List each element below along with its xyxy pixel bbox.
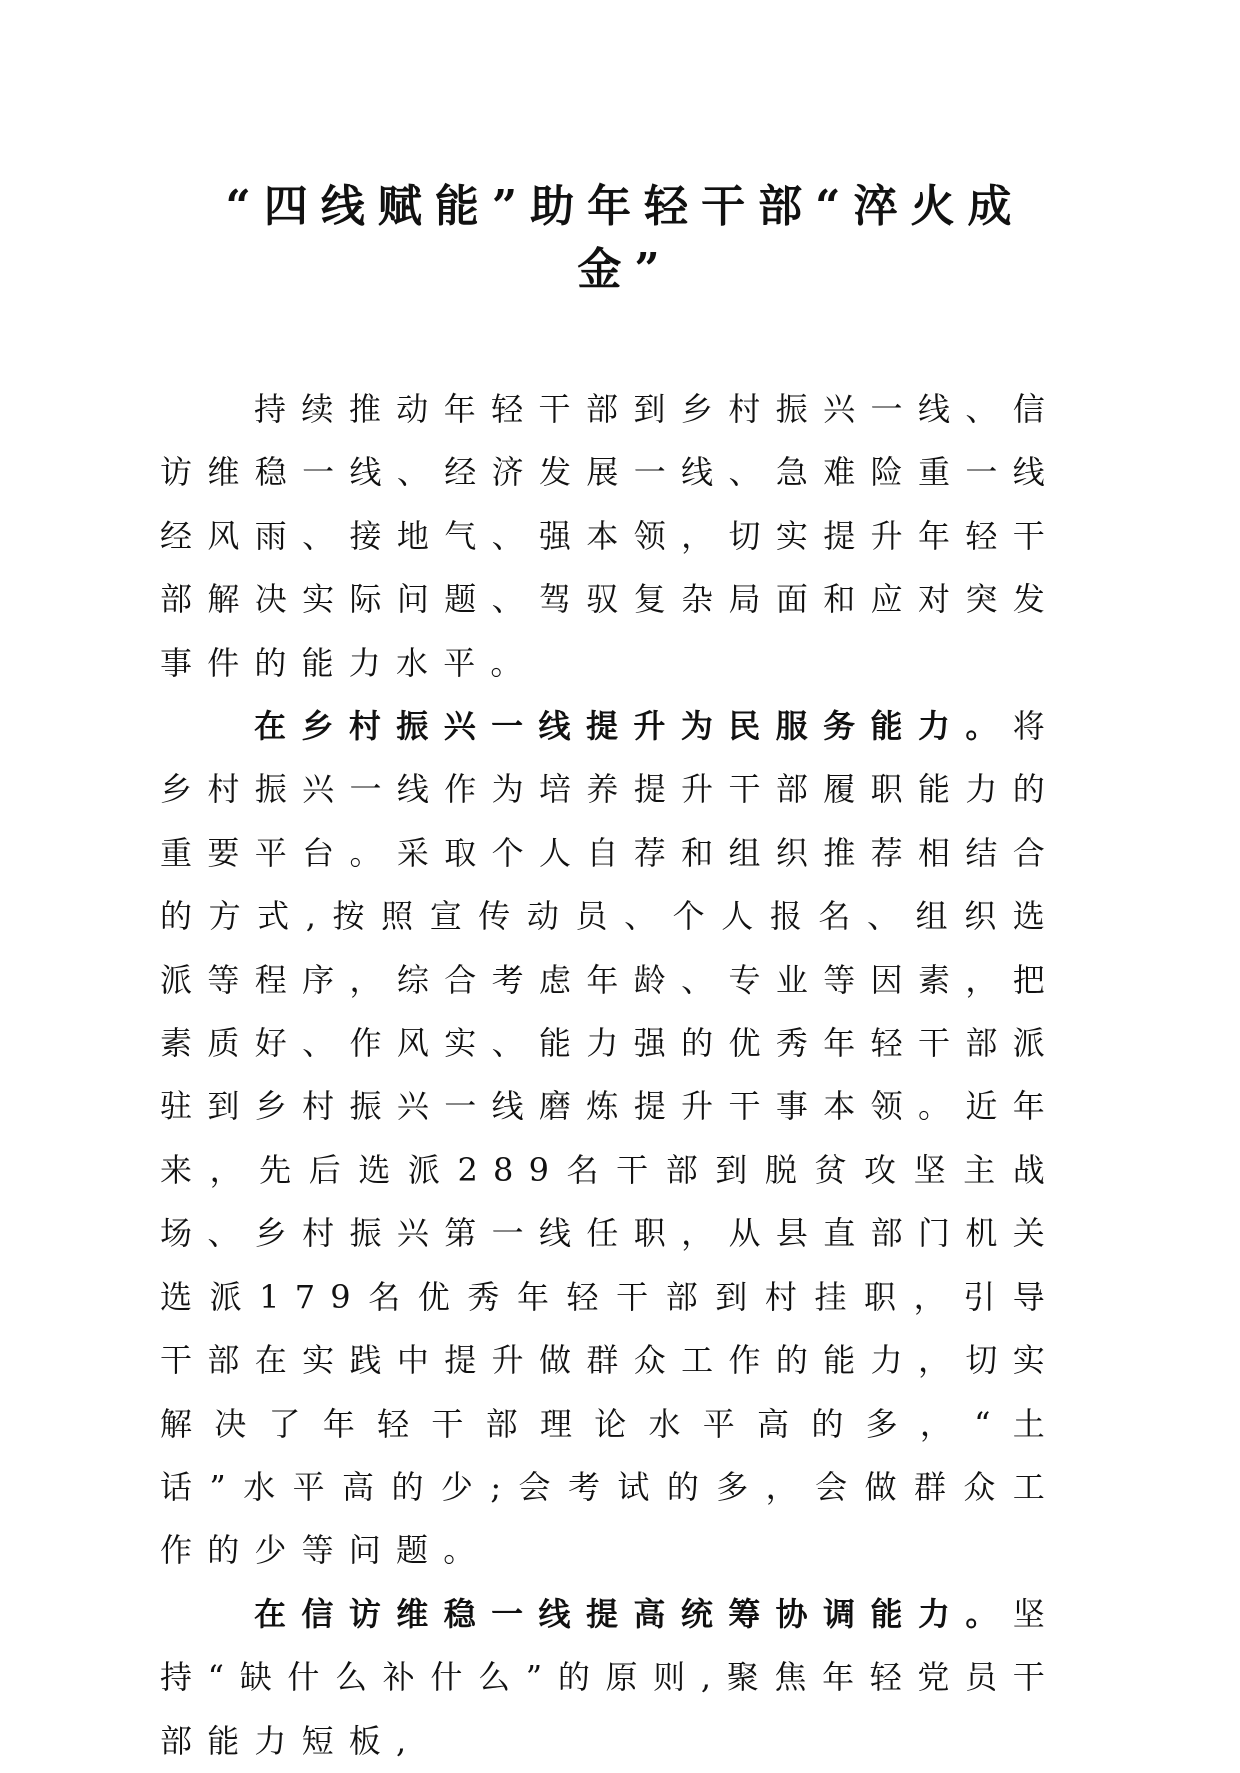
paragraph-text: 持续推动年轻干部到乡村振兴一线、信访维稳一线、经济发展一线、急难险重一线经风雨、接地气、强本领，切实提升年轻干部解决实际问题、驾驭复杂局面和应对突发事件的能力水平。 [160,390,1060,682]
paragraph-lead: 在信访维稳一线提高统筹协调能力。 [254,1594,1013,1633]
paragraph-petition-stability [160,1583,1060,1773]
document-body [160,378,1060,1773]
paragraph-text: 坚持“缺什么补什么”的原则,聚焦年轻党员干部能力短板, [160,1594,1060,1760]
paragraph-lead: 在乡村振兴一线提升为民服务能力。 [254,707,1013,746]
paragraph-rural-revitalization [160,695,1060,1583]
page-title: “四线赋能”助年轻干部“淬火成金” [225,181,1025,295]
paragraph-intro [160,378,1060,695]
paragraph-text: 将乡村振兴一线作为培养提升干部履职能力的重要平台。采取个人自荐和组织推荐相结合的方式,按照宣传动员、个人报名、组织选派等程序，综合考虑年龄、专业等因素，把素质好、作风实、能力强的优秀年轻干部派驻到乡村振兴一线磨炼提升干事本领。近年来，先后选派289名干部到脱贫攻坚主战场、乡村振兴第一线任职，从县直部门机关选派179名优秀年轻干部到村挂职，引导干部在实践中提升做群众工作的能力，切实解决了年轻干部理论水平高的多，“土话”水平高的少;会考试的多，会做群众工作的少等问题。 [160,707,1060,1570]
